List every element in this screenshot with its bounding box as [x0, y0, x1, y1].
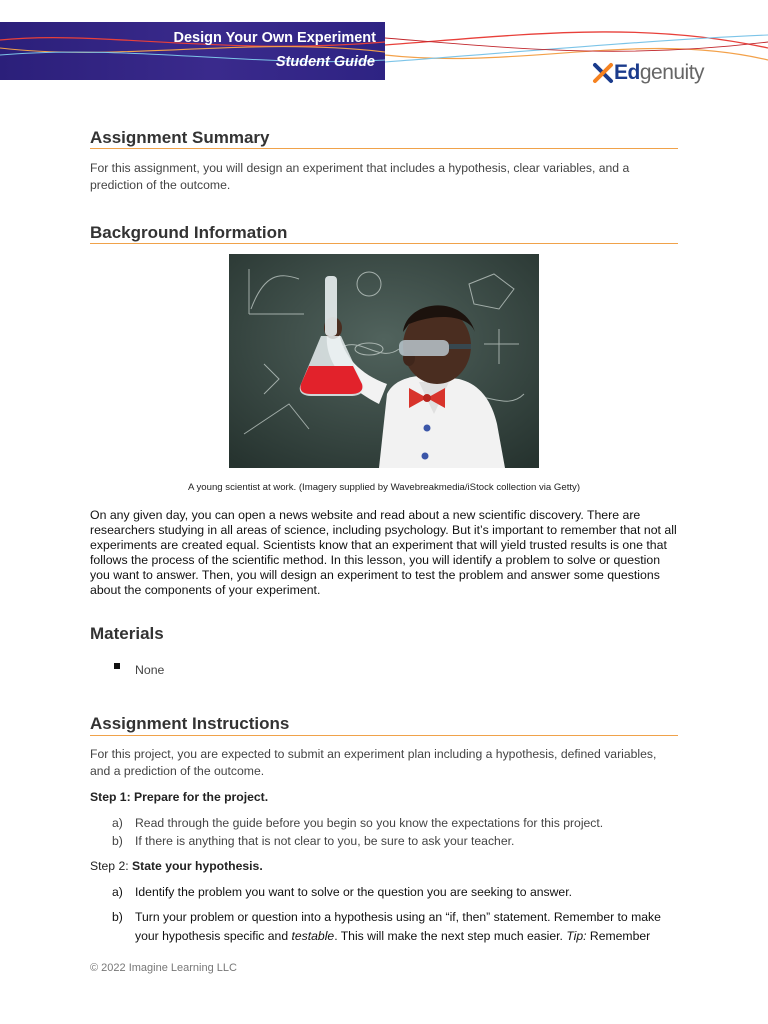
section-rule: [90, 735, 678, 736]
materials-item: None: [135, 663, 165, 677]
section-heading-summary: Assignment Summary: [90, 128, 270, 147]
document-subtitle: Student Guide: [275, 54, 375, 70]
young-scientist-photo: [229, 254, 539, 468]
edgenuity-logo: [592, 60, 704, 86]
instructions-intro: For this project, you are expected to submit an experiment plan including a hypothesis, defined variables, and a prediction of the outcome.: [90, 747, 657, 778]
section-heading-materials: Materials: [90, 624, 164, 643]
section-heading-instructions: Assignment Instructions: [90, 714, 290, 733]
background-text: On any given day, you can open a news website and read about a new scientific discovery. There are researchers studying in all areas of science, including psychology. But it’s important to remember that not all experiments are created equal. Scientists know that an experiment that will yield trusted results is one that follows the process of the scientific method. In this lesson, you will identify a problem to solve or question you want to answer. Then, you will design an experiment to test the problem and answer some questions about the components of your experiment.: [90, 508, 677, 597]
edgenuity-x-icon: [592, 62, 614, 84]
footer-copyright: © 2022 Imagine Learning LLC: [90, 962, 237, 974]
header-banner: [0, 22, 385, 80]
step-2-heading: Step 2: State your hypothesis.: [90, 859, 263, 873]
bullet-icon: [114, 663, 120, 669]
summary-text: For this assignment, you will design an experiment that includes a hypothesis, clear variables, and a prediction of the outcome.: [90, 161, 630, 192]
document-title: Design Your Own Experiment: [173, 30, 376, 46]
section-rule: [90, 243, 678, 244]
step-1-heading: Step 1: Prepare for the project.: [90, 790, 269, 804]
section-rule: [90, 148, 678, 149]
logo-wordmark: Edgenuity: [614, 61, 705, 84]
photo-caption: A young scientist at work. (Imagery supplied by Wavebreakmedia/iStock collection via Getty): [187, 482, 581, 493]
section-heading-background: Background Information: [90, 223, 288, 242]
